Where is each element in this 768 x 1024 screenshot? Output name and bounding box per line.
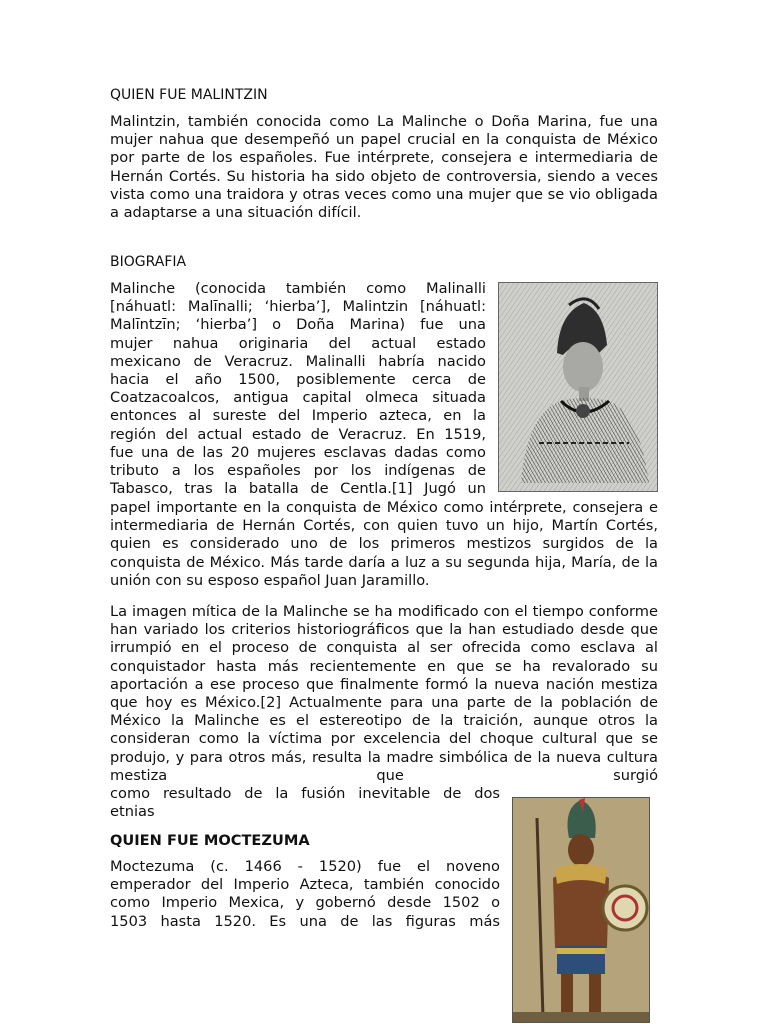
intro-paragraph-block bbox=[110, 113, 658, 222]
bio-line: Coatzacoalcos, antigua capital olmeca situada bbox=[110, 389, 486, 407]
moctezuma-illustration-icon bbox=[513, 798, 649, 1022]
bio-line: región del actual estado de Veracruz. En 1519, bbox=[110, 425, 486, 443]
moctezuma-line: emperador del Imperio Azteca, también conocido bbox=[110, 876, 500, 894]
bio-line: Malīntzīn; ‘hierba’] o Doña Marina) fue una bbox=[110, 316, 486, 334]
intro-paragraph: Malintzin, también conocida como La Malinche o Doña Marina, fue una mujer nahua que desempeñó un papel crucial en la conquista de México por parte de los españoles. Fue intérprete, consejera e intermediaria de Hernán Cortés. Su historia ha sido objeto de controversia, siendo a veces vista como una traidora y otras veces como una mujer que se vio obligada a adaptarse a una situación difícil. bbox=[110, 113, 658, 222]
bio-line: [náhuatl: Malīnalli; ‘hierba’], Malintzin [náhuatl: bbox=[110, 298, 486, 316]
image-paragraph-line: como resultado de la fusión inevitable de dos bbox=[110, 785, 500, 802]
bio-line: Malinche (conocida también como Malinalli bbox=[110, 280, 486, 297]
moctezuma-line: como Imperio Mexica, y gobernó desde 1502 o bbox=[110, 894, 500, 912]
heading-quien-fue-moctezuma: QUIEN FUE MOCTEZUMA bbox=[110, 832, 310, 849]
image-paragraph-line: etnias bbox=[110, 803, 155, 821]
bio-line: mujer nahua originaria del actual estado bbox=[110, 334, 486, 352]
bio-line: tributo a los españoles por los indígenas de bbox=[110, 462, 486, 480]
moctezuma-line: Moctezuma (c. 1466 - 1520) fue el noveno bbox=[110, 858, 500, 875]
malinche-image-paragraph-tail bbox=[110, 785, 500, 821]
biography-continuation bbox=[110, 499, 658, 590]
bio-line: fue una de las 20 mujeres esclavas dadas como bbox=[110, 443, 486, 461]
bio-rest-paragraph: papel importante en la conquista de México como intérprete, consejera e intermediaria de Hernán Cortés, con quien tuvo un hijo, Martín Cortés, quien es considerado uno de los primeros mestizos surgidos de la conquista de México. Más tarde daría a luz a su segunda hija, María, de la unión con su esposo español Juan Jaramillo. bbox=[110, 499, 658, 589]
malinche-illustration-icon bbox=[499, 283, 657, 491]
moctezuma-line: 1503 hasta 1520. Es una de las figuras más bbox=[110, 912, 500, 930]
heading-quien-fue-malintzin: QUIEN FUE MALINTZIN bbox=[110, 87, 268, 103]
bio-line: mexicano de Veracruz. Malinalli habría nacido bbox=[110, 352, 486, 370]
malinche-image-paragraph bbox=[110, 603, 658, 785]
moctezuma-paragraph bbox=[110, 858, 500, 931]
bio-line: Tabasco, tras la batalla de Centla.[1] Jugó un bbox=[110, 480, 486, 498]
biography-wrapped-text bbox=[110, 280, 486, 498]
bio-line: hacia el año 1500, posiblemente cerca de bbox=[110, 371, 486, 389]
heading-biografia: BIOGRAFIA bbox=[110, 254, 187, 270]
image-paragraph-full: La imagen mítica de la Malinche se ha modificado con el tiempo conforme han variado los criterios historiográficos que la han estudiado desde que irrumpió en el proceso de conquista al ser ofrecida como esclava al conquistador hasta más recientemente en que se ha revalorado su aportación a ese proceso que finalmente formó la nueva nación mestiza que hoy es México.[2] Actualmente para una parte de la población de México la Malinche es el estereotipo de la traición, aunque otros la consideran como la víctima por excelencia del choque cultural que se produjo, y para otros más, resulta la madre simbólica de la nueva cultura mestiza que surgió bbox=[110, 603, 658, 784]
malinche-portrait-image bbox=[498, 282, 658, 492]
bio-line: entonces al sureste del Imperio azteca, en la bbox=[110, 407, 486, 425]
moctezuma-portrait-image bbox=[512, 797, 650, 1023]
